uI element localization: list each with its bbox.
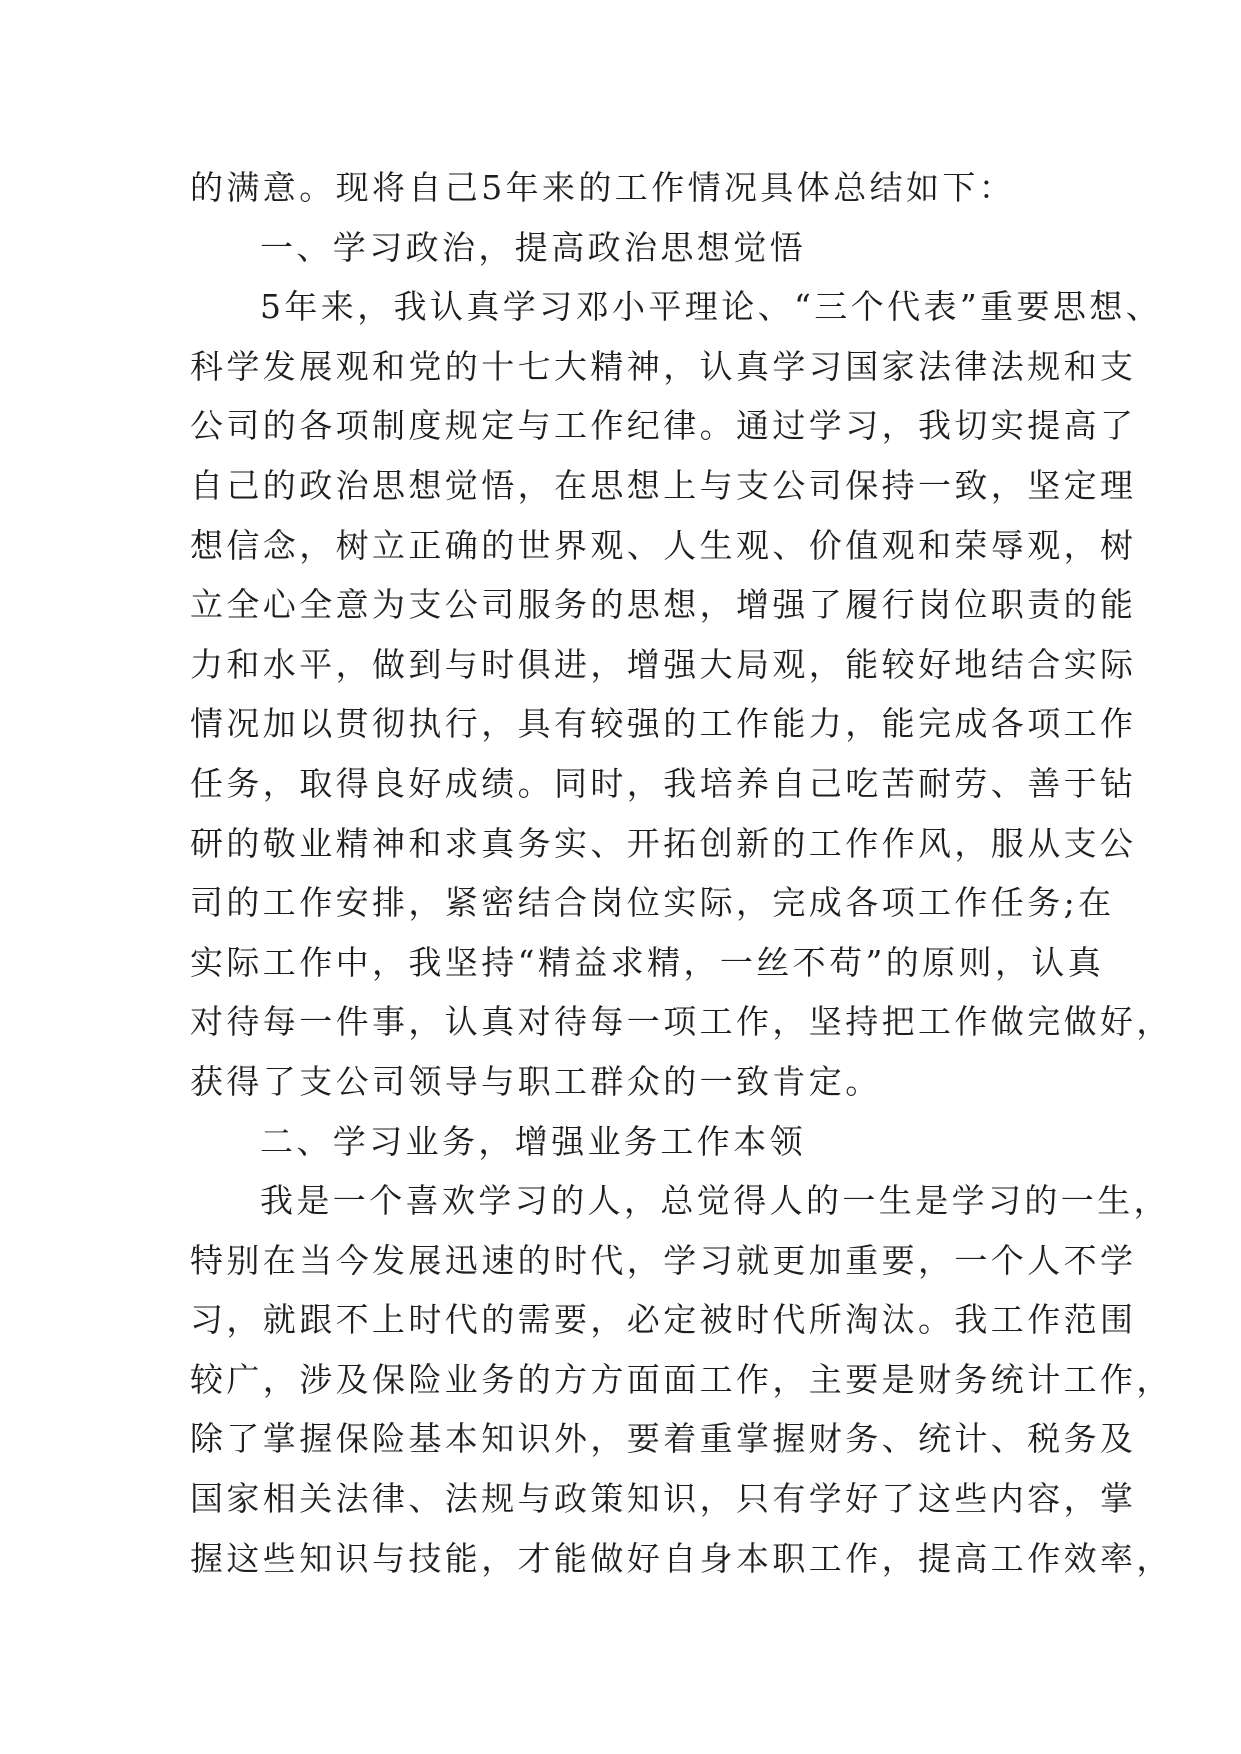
paragraph-line: 自己的政治思想觉悟，在思想上与支公司保持一致，坚定理 xyxy=(190,465,1137,505)
paragraph-line: 实际工作中，我坚持“精益求精，一丝不苟”的原则，认真 xyxy=(190,942,1105,982)
paragraph-line: 特别在当今发展迅速的时代，学习就更加重要，一个人不学 xyxy=(190,1240,1137,1280)
section-heading: 二、学习业务，增强业务工作本领 xyxy=(260,1121,806,1161)
paragraph-line: 获得了支公司领导与职工群众的一致肯定。 xyxy=(190,1061,882,1101)
paragraph-line: 研的敬业精神和求真务实、开拓创新的工作作风，服从支公 xyxy=(190,823,1137,863)
paragraph-line: 较广，涉及保险业务的方方面面工作，主要是财务统计工作， xyxy=(190,1359,1173,1399)
paragraph-line: 科学发展观和党的十七大精神，认真学习国家法律法规和支 xyxy=(190,346,1137,386)
paragraph-line: 想信念，树立正确的世界观、人生观、价值观和荣辱观，树 xyxy=(190,525,1137,565)
paragraph-line: 国家相关法律、法规与政策知识，只有学好了这些内容，掌 xyxy=(190,1479,1137,1519)
paragraph-line: 握这些知识与技能，才能做好自身本职工作，提高工作效率， xyxy=(190,1538,1173,1578)
paragraph-line: 情况加以贯彻执行，具有较强的工作能力，能完成各项工作 xyxy=(190,704,1137,744)
document-body xyxy=(190,158,1173,1588)
paragraph-line: 任务，取得良好成绩。同时，我培养自己吃苦耐劳、善于钻 xyxy=(190,763,1137,803)
paragraph-line: 的满意。现将自己5年来的工作情况具体总结如下： xyxy=(190,168,1016,207)
paragraph-line: 我是一个喜欢学习的人，总觉得人的一生是学习的一生， xyxy=(260,1181,1170,1221)
paragraph-line: 习，就跟不上时代的需要，必定被时代所淘汰。我工作范围 xyxy=(190,1300,1137,1340)
paragraph-line: 除了掌握保险基本知识外，要着重掌握财务、统计、税务及 xyxy=(190,1419,1137,1459)
paragraph-line: 5年来，我认真学习邓小平理论、“三个代表”重要思想、 xyxy=(260,287,1163,327)
paragraph-line: 司的工作安排，紧密结合岗位实际，完成各项工作任务;在 xyxy=(190,883,1115,923)
paragraph-line: 力和水平，做到与时俱进，增强大局观，能较好地结合实际 xyxy=(190,644,1137,684)
paragraph-line: 对待每一件事，认真对待每一项工作，坚持把工作做完做好， xyxy=(190,1002,1173,1042)
section-heading: 一、学习政治，提高政治思想觉悟 xyxy=(260,227,806,267)
paragraph-line: 公司的各项制度规定与工作纪律。通过学习，我切实提高了 xyxy=(190,406,1137,446)
paragraph-line: 立全心全意为支公司服务的思想，增强了履行岗位职责的能 xyxy=(190,585,1137,625)
